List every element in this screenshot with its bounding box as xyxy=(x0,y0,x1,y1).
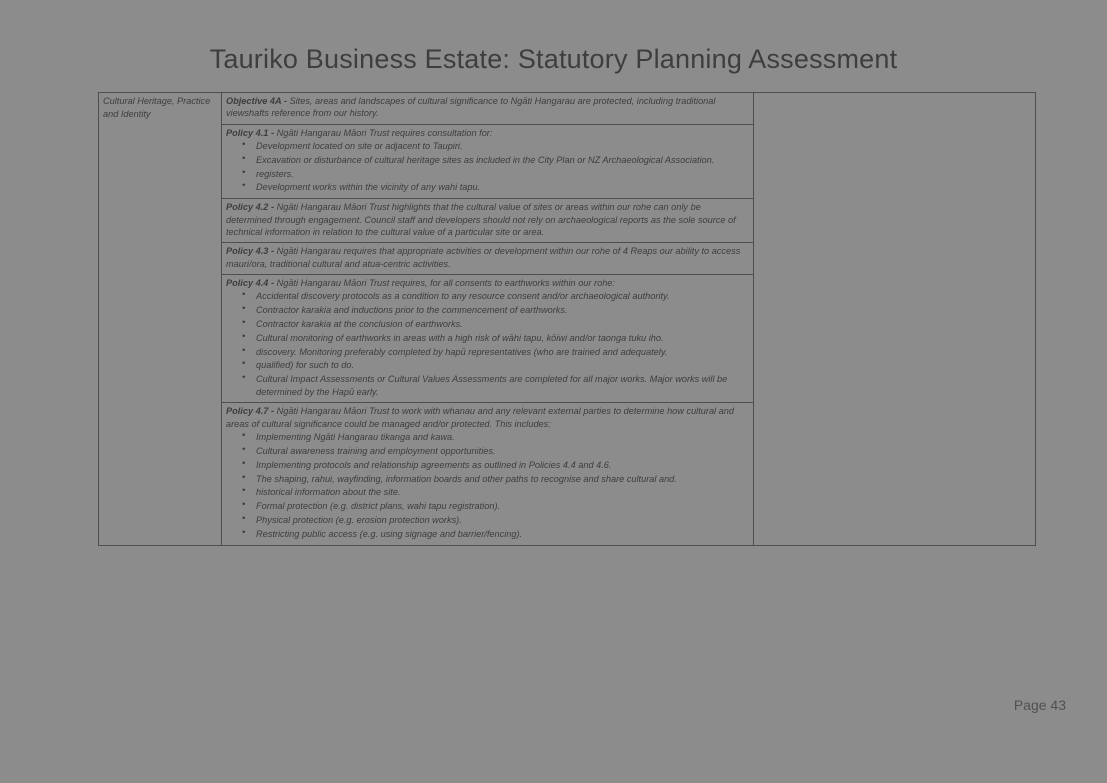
policy-47-heading: Policy 4.7 - Ngāti Hangarau Māori Trust to work with whanau and any relevant external parties to determine how cultural and areas of cultural significance could be managed and/or protected. This includes: xyxy=(226,406,734,429)
list-item: • Excavation or disturbance of cultural heritage sites as included in the City Plan or NZ Archaeological Association. xyxy=(256,154,749,166)
list-item: • registers. xyxy=(256,168,749,180)
page-number: Page 43 xyxy=(1013,697,1066,713)
list-item: • qualified) for such to do. xyxy=(256,359,749,371)
assessment-table xyxy=(98,92,1036,546)
policy-44-cell xyxy=(222,274,754,402)
policy-47-bullets xyxy=(226,431,749,540)
sidebar-item-label: Cultural Heritage, Practice and Identity xyxy=(103,96,211,120)
policy-42-cell xyxy=(222,199,754,243)
list-item: • Contractor karakia at the conclusion of earthworks. xyxy=(256,318,749,330)
list-item: • Cultural monitoring of earthworks in areas with a high risk of wāhi tapu, kōiwi and/or taonga tuku iho. xyxy=(256,332,749,344)
list-item: • Contractor karakia and inductions prior to the commencement of earthworks. xyxy=(256,304,749,316)
table-row xyxy=(99,93,1036,125)
list-item: • Cultural awareness training and employment opportunities. xyxy=(256,445,749,457)
notes-cell xyxy=(754,93,1036,546)
list-item: • Development located on site or adjacent to Taupiri. xyxy=(256,140,749,152)
list-item: • The shaping, rahui, wayfinding, information boards and other paths to recognise and share cultural and. xyxy=(256,473,749,485)
policy-43-heading: Policy 4.3 - Ngāti Hangarau requires that appropriate activities or development within our rohe of 4 Reaps our ability to access mauri/ora, traditional cultural and atua-centric activities. xyxy=(226,246,741,269)
policy-41-bullets xyxy=(226,140,749,194)
list-item: • Cultural Impact Assessments or Cultural Values Assessments are completed for all major works. Major works will be determined by the Hapū early. xyxy=(256,373,749,398)
row-header-cell xyxy=(99,93,222,546)
list-item: • Formal protection (e.g. district plans, wahi tapu registration). xyxy=(256,500,749,512)
list-item: • Development works within the vicinity of any wahi tapu. xyxy=(256,181,749,193)
list-item: • historical information about the site. xyxy=(256,486,749,498)
policy-44-heading: Policy 4.4 - Ngāti Hangarau Māori Trust requires, for all consents to earthworks within our rohe: xyxy=(226,277,615,288)
objective-4a-cell xyxy=(222,93,754,125)
list-item: • Restricting public access (e.g. using signage and barrier/fencing). xyxy=(256,528,749,540)
list-item: • Physical protection (e.g. erosion protection works). xyxy=(256,514,749,526)
policy-41-heading: Policy 4.1 - Ngāti Hangarau Māori Trust requires consultation for: xyxy=(226,127,493,138)
policy-41-cell xyxy=(222,124,754,199)
list-item: • Accidental discovery protocols as a condition to any resource consent and/or archaeological authority. xyxy=(256,290,749,302)
list-item: • Implementing Ngāti Hangarau tikanga and kawa. xyxy=(256,431,749,443)
policy-42-heading: Policy 4.2 - Ngāti Hangarau Māori Trust highlights that the cultural value of sites or areas within our rohe can only be determined through engagement. Council staff and developers should not rely on archaeological reports as the sole source of technical information in relation to the cultural value of a particular site or area. xyxy=(226,202,736,237)
policy-43-cell xyxy=(222,243,754,275)
list-item: • Implementing protocols and relationship agreements as outlined in Policies 4.4 and 4.6. xyxy=(256,459,749,471)
policy-47-cell xyxy=(222,403,754,545)
policy-44-bullets xyxy=(226,290,749,398)
objective-4a-heading: Objective 4A - Sites, areas and landscapes of cultural significance to Ngāti Hangarau are protected, including traditional viewshafts reference from our history. xyxy=(226,96,716,119)
page-title: Tauriko Business Estate: Statutory Planning Assessment xyxy=(209,44,898,74)
list-item: • discovery. Monitoring preferably completed by hapū representatives (who are trained and adequately. xyxy=(256,346,749,358)
